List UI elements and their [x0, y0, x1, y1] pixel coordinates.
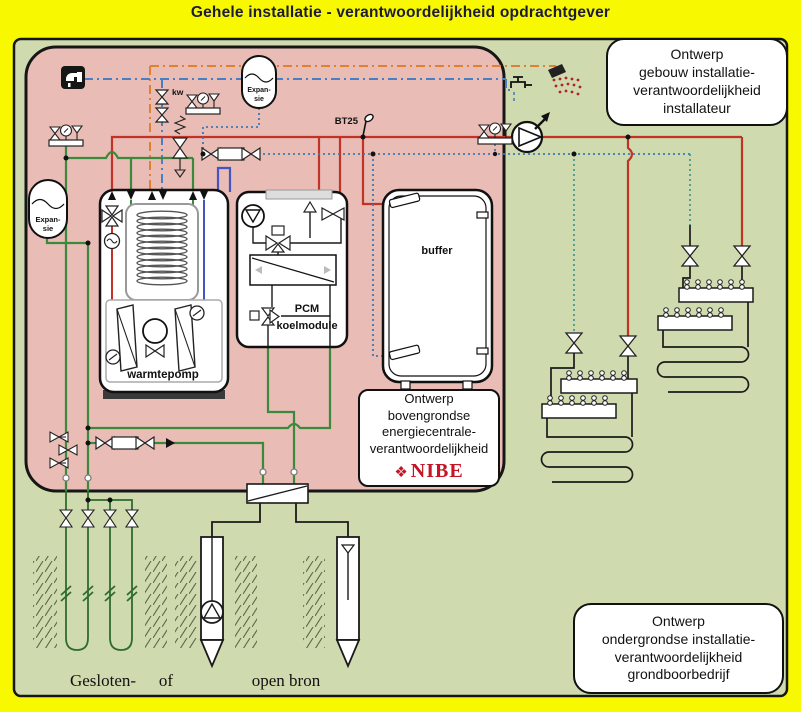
pcm-label-1: PCM [294, 303, 320, 315]
or-label: of [158, 671, 174, 690]
callout-line: grondboorbedrijf [627, 666, 730, 683]
tap-icon-dark [61, 66, 85, 89]
buffer-tank [383, 190, 492, 389]
bt25-label: BT25 [334, 116, 358, 127]
kw-label: kw [172, 87, 184, 97]
tank-foot [463, 381, 472, 389]
callout-line: verantwoordelijkheid [614, 648, 743, 665]
callout-line: Ontwerp [404, 390, 454, 406]
expansion-vessel-top [242, 56, 276, 108]
nibe-wordmark: NIBE [410, 460, 464, 483]
closed-source-label: Gesloten- [69, 671, 137, 690]
heat-pump-label: warmtepomp [127, 369, 199, 381]
open-source-label: open bron [251, 671, 321, 690]
callout-building-design [606, 38, 788, 126]
manifold [542, 404, 616, 418]
callout-line: Ontwerp [652, 612, 705, 629]
pcm-module [237, 190, 347, 347]
callout-line: installateur [663, 99, 731, 116]
expansion-label: sie [254, 96, 264, 103]
expansion-label: Expan- [35, 215, 61, 224]
page-title: Gehele installatie - verantwoordelijkheid opdrachtgever [190, 4, 611, 21]
callout-line: ondergrondse installatie- [601, 630, 756, 647]
callout-underground-design [573, 603, 784, 694]
expansion-label: Expan- [247, 87, 271, 94]
callout-line: energiecentrale- [382, 424, 476, 440]
nibe-diamond-icon: ❖ [394, 463, 408, 481]
callout-line: Ontwerp [670, 46, 724, 63]
callout-line: bovengrondse [387, 407, 471, 423]
expansion-vessel-left [29, 180, 67, 238]
manifold [658, 316, 732, 330]
nibe-logo [394, 459, 463, 485]
callout-line: gebouw installatie- [639, 64, 755, 81]
valve-actuator [272, 226, 284, 235]
callout-line: verantwoordelijkheid [369, 440, 489, 456]
expansion-label: sie [42, 224, 54, 233]
callout-energy-plant-design [358, 389, 500, 487]
heat-pump-unit [100, 190, 228, 399]
pcm-label-2: koelmodule [276, 320, 338, 332]
callout-line: verantwoordelijkheid [633, 82, 761, 98]
compressor-icon [143, 319, 167, 343]
manifold [561, 379, 637, 393]
manifold [679, 288, 753, 302]
buffer-label: buffer [421, 245, 453, 257]
tank-foot [401, 381, 410, 389]
valve-actuator [250, 311, 259, 320]
